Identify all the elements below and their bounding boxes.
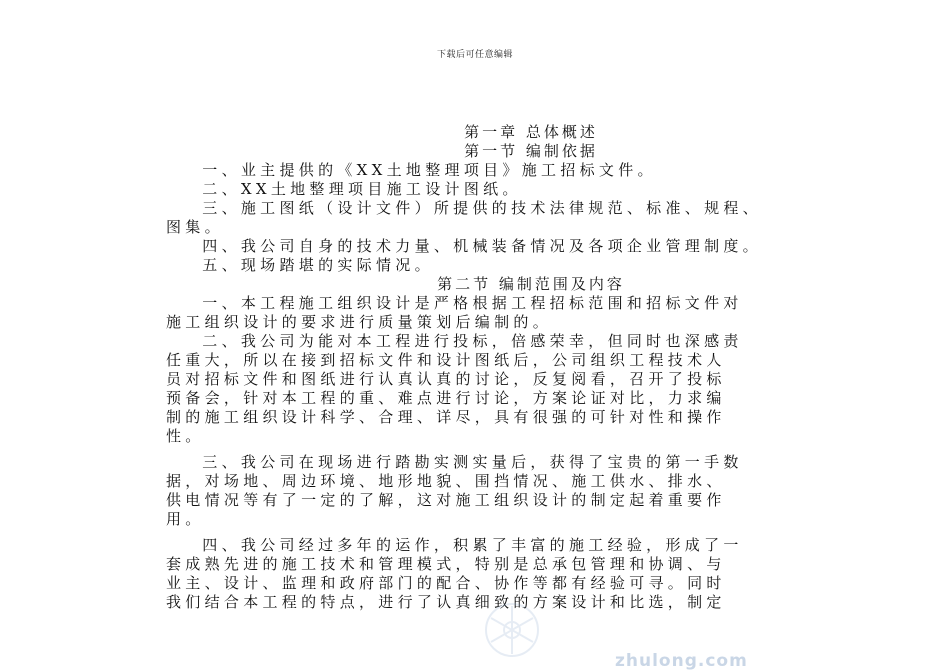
paragraph-gap [166,529,878,536]
section1-item: 三、施工图纸（设计文件）所提供的技术法律规范、标准、规程、 [166,199,762,217]
paragraph-line: 性。 [166,427,205,445]
paragraph-line: 三、我公司在现场进行踏勘实测实量后，获得了宝贵的第一手数 [166,453,743,471]
paragraph-line: 施工组织设计的要求进行质量策划后编制的。 [166,313,553,331]
paragraph-line: 一、本工程施工组织设计是严格根据工程招标范围和招标文件对 [166,294,743,312]
paragraph-line: 据，对场地、周边环境、地形地貌、围挡情况、施工供水、排水、 [166,472,726,490]
section1-item: 图集。 [166,218,224,236]
paragraph-line: 二、我公司为能对本工程进行投标，倍感荣幸，但同时也深感责 [166,332,743,350]
paragraph-line: 四、我公司经过多年的运作，积累了丰富的施工经验，形成了一 [166,536,743,554]
paragraph-line: 制的施工组织设计科学、合理、详尽，具有很强的可针对性和操作 [166,408,726,426]
paragraph-2 [166,332,878,446]
chapter-title: 第一章 总体概述 [464,123,598,141]
section1-item: 五、现场踏堪的实际情况。 [166,256,434,274]
paragraph-line: 用。 [166,510,205,528]
section1-item: 一、业主提供的《XX土地整理项目》施工招标文件。 [166,161,657,179]
paragraph-3 [166,453,878,529]
paragraph-gap [166,446,878,453]
section-title-1: 第一节 编制依据 [464,142,598,160]
paragraph-line: 任重大，所以在接到招标文件和设计图纸后，公司组织工程技术人 [166,351,726,369]
watermark-text: zhulong.com [615,651,748,671]
paragraph-line: 业主、设计、监理和政府部门的配合、协作等都有经验可寻。同时 [166,574,726,592]
header-note: 下载后可任意编辑 [436,50,513,60]
paragraph-line: 我们结合本工程的特点，进行了认真细致的方案设计和比选，制定 [166,593,726,611]
section1-item: 四、我公司自身的技术力量、机械装备情况及各项企业管理制度。 [166,237,762,255]
paragraph-line: 供电情况等有了一定的了解，这对施工组织设计的制定起着重要作 [166,491,726,509]
paragraph-line: 套成熟先进的施工技术和管理模式，特别是总承包管理和协调、与 [166,555,726,573]
snowflake-logo-icon [482,600,542,660]
paragraph-line: 员对招标文件和图纸进行认真认真的讨论，反复阅看，召开了投标 [166,370,726,388]
paragraph-1 [166,294,878,332]
document-body [166,123,878,612]
paragraph-line: 预备会，针对本工程的重、难点进行讨论，方案论证对比，力求编 [166,389,726,407]
section-title-2: 第二节 编制范围及内容 [437,275,625,293]
section1-item: 二、XX土地整理项目施工设计图纸。 [166,180,522,198]
